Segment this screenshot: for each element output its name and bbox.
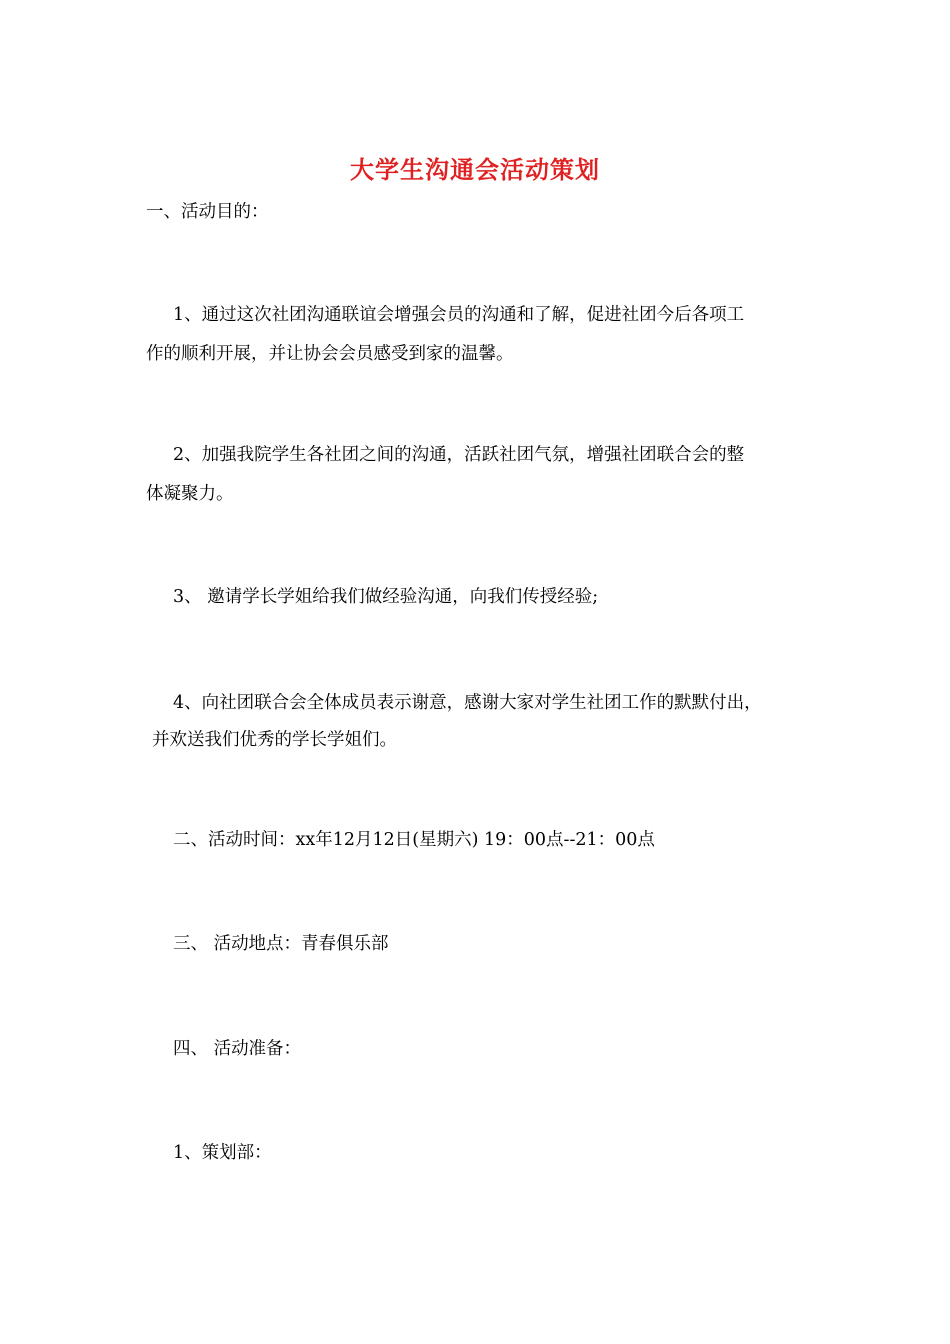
section-heading-preparation: 四、 活动准备： bbox=[173, 1039, 302, 1059]
paragraph-line: 1、通过这次社团沟通联谊会增强会员的沟通和了解，促进社团今后各项工 bbox=[173, 305, 745, 325]
paragraph-line: 体凝聚力。 bbox=[146, 484, 234, 504]
paragraph-line: 2、加强我院学生各社团之间的沟通，活跃社团气氛，增强社团联合会的整 bbox=[173, 445, 745, 465]
section-heading-location: 三、 活动地点：青春俱乐部 bbox=[173, 934, 389, 954]
paragraph-line: 作的顺利开展，并让协会会员感受到家的温馨。 bbox=[146, 344, 514, 364]
section-heading-purpose: 一、活动目的： bbox=[146, 202, 269, 222]
subsection-heading-planning: 1、策划部： bbox=[173, 1143, 272, 1163]
paragraph-line: 4、向社团联合会全体成员表示谢意，感谢大家对学生社团工作的默默付出， bbox=[173, 693, 762, 713]
paragraph-line: 3、 邀请学长学姐给我们做经验沟通，向我们传授经验; bbox=[173, 587, 599, 607]
paragraph-line: 并欢送我们优秀的学长学姐们。 bbox=[152, 730, 397, 750]
document-title: 大学生沟通会活动策划 bbox=[350, 155, 600, 184]
section-heading-time: 二、活动时间：xx年12月12日(星期六) 19：00点--21：00点 bbox=[173, 830, 655, 850]
